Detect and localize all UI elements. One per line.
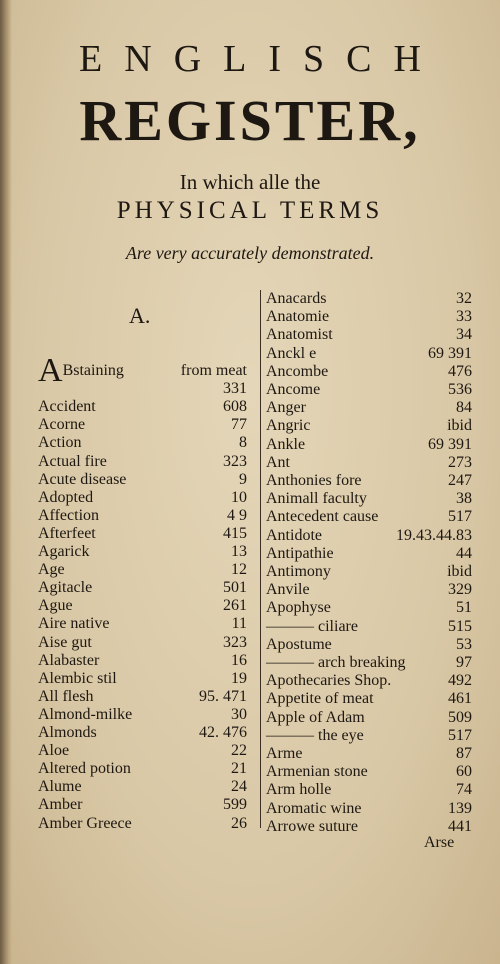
index-term-text: ——— the eye — [266, 726, 364, 744]
index-term-text: Bstaining — [62, 362, 124, 379]
index-term-text: Acorne — [38, 416, 86, 434]
index-term — [266, 709, 365, 727]
index-term-text: Ant — [266, 453, 290, 471]
subtitle-line-1: In which alle the — [179, 170, 321, 194]
index-term-text: Ancome — [266, 381, 321, 398]
index-term-text: All flesh — [38, 687, 94, 705]
index-term-text: Aire native — [38, 615, 110, 633]
index-term-text: Arrowe suture — [266, 817, 358, 835]
index-page-ref: 515 — [448, 617, 472, 635]
index-term-text: Ankle — [266, 435, 306, 453]
index-page-ref: 441 — [448, 817, 472, 835]
index-term-text: Actual fire — [38, 452, 107, 470]
index-term — [38, 706, 132, 724]
column-rule — [260, 290, 261, 828]
index-term-text: Anckl e — [266, 344, 317, 362]
index-term-text: Anatomist — [266, 326, 333, 344]
index-page-ref: 608 — [223, 398, 247, 416]
index-term — [38, 688, 94, 706]
index-term-text: Antecedent cause — [266, 508, 379, 526]
index-term — [266, 381, 320, 399]
index-term-text: Apostume — [266, 635, 332, 653]
index-page-ref: 8 — [239, 434, 247, 452]
index-term-text: Afterfeet — [38, 524, 96, 542]
index-term-text: Alume — [38, 778, 82, 796]
subtitle-line-2: PHYSICAL TERMS — [116, 197, 384, 224]
index-term — [266, 308, 329, 326]
index-term-text: Aromatic wine — [266, 799, 362, 817]
index-term-text: Acute disease — [38, 470, 127, 488]
index-term — [38, 543, 90, 561]
index-page-ref: 517 — [448, 726, 472, 744]
index-term-text: Action — [38, 434, 82, 452]
index-page-ref: 9 — [239, 470, 247, 488]
title-line-1: ENGLISCH — [79, 38, 443, 80]
index-page-ref: 69 391 — [428, 344, 472, 362]
index-term — [266, 363, 328, 381]
index-page-ref: 261 — [223, 597, 247, 615]
index-term-text: Ancombe — [266, 362, 329, 380]
index-term — [266, 490, 367, 508]
index-term-text: Animall faculty — [266, 490, 367, 508]
index-page-ref: 476 — [448, 362, 472, 380]
index-term — [38, 815, 132, 833]
index-term-text: Aise gut — [38, 633, 92, 651]
subtitle-line-3: Are very accurately demonstrated. — [125, 243, 375, 263]
index-term — [266, 417, 310, 435]
index-term-text: Anvile — [266, 581, 310, 599]
index-page-ref: ibid — [447, 563, 472, 580]
index-page-ref: 415 — [223, 524, 247, 542]
index-term — [266, 781, 331, 799]
section-letter: A. — [129, 303, 151, 328]
index-term-text: Adopted — [38, 488, 94, 506]
index-page-ref: 97 — [456, 654, 472, 671]
index-term — [266, 690, 374, 708]
index-term — [266, 436, 305, 454]
index-term — [38, 615, 110, 633]
index-term — [266, 508, 378, 526]
index-term-text: Armenian stone — [266, 763, 368, 781]
index-page-ref: 38 — [456, 490, 472, 508]
index-term — [38, 670, 117, 688]
index-page-ref: 16 — [231, 651, 247, 669]
index-term — [266, 818, 358, 836]
index-page-ref: 331 — [223, 380, 247, 398]
index-term-text: Amber — [38, 796, 83, 814]
index-page-ref: 74 — [456, 781, 472, 799]
index-page-ref: 461 — [448, 690, 472, 708]
index-term-text: Almonds — [38, 724, 97, 741]
index-term — [38, 507, 99, 525]
title-line-2: REGISTER, — [79, 88, 421, 153]
index-page-ref: 12 — [231, 561, 247, 579]
index-term — [266, 290, 326, 308]
index-term — [38, 724, 97, 742]
index-term — [266, 399, 306, 417]
index-page-ref: from meat — [180, 362, 247, 379]
index-page-ref: 22 — [231, 742, 247, 760]
index-term — [266, 326, 333, 344]
index-term — [266, 599, 331, 617]
index-term-text: ——— arch breaking — [266, 654, 406, 671]
index-term — [38, 796, 82, 814]
index-term — [266, 454, 290, 472]
index-term — [38, 525, 96, 543]
index-term — [266, 563, 331, 581]
index-term — [38, 434, 82, 452]
index-term — [38, 597, 73, 615]
index-page-ref: 323 — [223, 633, 247, 651]
index-term — [266, 527, 322, 545]
index-term — [266, 472, 362, 490]
index-term-text: Amber Greece — [38, 814, 132, 832]
index-page-ref: 32 — [456, 290, 472, 307]
index-term-text: Appetite of meat — [266, 690, 374, 708]
index-page-ref: 323 — [223, 452, 247, 470]
index-term-text: Altered potion — [38, 760, 131, 778]
index-page-ref: 139 — [448, 799, 472, 817]
index-term — [38, 634, 92, 652]
index-page-ref: 77 — [231, 416, 247, 434]
index-term — [266, 581, 310, 599]
index-term-text: Alabaster — [38, 651, 100, 669]
index-term — [38, 760, 131, 778]
index-term-text: Angric — [266, 417, 311, 435]
index-term — [266, 636, 332, 654]
index-term — [266, 654, 406, 672]
index-page-ref: 60 — [456, 763, 472, 781]
drop-capital: A — [38, 352, 63, 389]
index-page-ref: 536 — [448, 381, 472, 398]
index-page-ref: 69 391 — [428, 435, 472, 453]
index-term — [38, 561, 65, 579]
index-term-text: Antimony — [266, 563, 331, 580]
index-term-text: Antidote — [266, 526, 322, 544]
index-page-ref: 33 — [456, 308, 472, 326]
index-term-text: Alembic stil — [38, 669, 117, 687]
index-page-ref: 87 — [456, 745, 472, 762]
index-term — [38, 416, 85, 434]
index-term-text: Anthonies fore — [266, 472, 362, 489]
index-term — [38, 453, 107, 471]
index-term-text: Age — [38, 561, 65, 579]
index-term — [38, 742, 69, 760]
index-page-ref: 247 — [448, 472, 472, 489]
index-page-ref: 492 — [448, 672, 472, 690]
index-term-text: Apothecaries Shop. — [266, 672, 392, 690]
index-page-ref: 44 — [456, 544, 472, 562]
index-page-ref: 19.43.44.83 — [396, 526, 472, 544]
index-term — [38, 398, 96, 416]
index-term — [38, 652, 99, 670]
index-term — [266, 727, 364, 745]
catchword: Arse — [424, 834, 455, 851]
index-term — [266, 672, 391, 690]
index-term-text: Arm holle — [266, 781, 332, 799]
index-term — [38, 579, 92, 597]
index-page-ref: 51 — [456, 599, 472, 617]
index-term-text: Arme — [266, 745, 303, 762]
index-page-ref: 4 9 — [227, 506, 247, 524]
index-term — [38, 471, 126, 489]
index-page-ref: 11 — [231, 615, 247, 633]
index-page-ref: 24 — [231, 778, 247, 796]
index-page-ref: 42. 476 — [199, 724, 247, 741]
index-term — [266, 745, 302, 763]
index-page-ref: 13 — [231, 543, 247, 560]
index-term-text: Agarick — [38, 543, 90, 560]
index-term-text: Accident — [38, 398, 96, 416]
index-term-text: Anacards — [266, 290, 327, 307]
index-term-text: ——— ciliare — [266, 617, 358, 635]
index-term-text: Apophyse — [266, 599, 331, 617]
index-term-text: Aloe — [38, 742, 70, 760]
index-term-text: Ague — [38, 597, 73, 615]
index-term-text: Agitacle — [38, 579, 93, 597]
index-page-ref: 273 — [448, 453, 472, 471]
index-term — [38, 352, 124, 389]
index-page-ref: 509 — [448, 708, 472, 726]
index-term — [38, 778, 82, 796]
index-page-ref: 26 — [231, 814, 247, 832]
index-term — [266, 763, 368, 781]
index-page-ref: ibid — [447, 417, 472, 435]
index-page-ref: 34 — [456, 326, 472, 344]
index-page-ref: 21 — [231, 760, 247, 778]
index-page-ref: 53 — [456, 635, 472, 653]
index-term-text: Antipathie — [266, 544, 334, 562]
index-term — [266, 545, 334, 563]
index-term-text: Anger — [266, 399, 306, 417]
index-page-ref: 329 — [448, 581, 472, 599]
index-term — [266, 345, 316, 363]
index-term — [266, 800, 362, 818]
index-term — [38, 489, 93, 507]
index-page-ref: 517 — [448, 508, 472, 526]
index-page-ref: 501 — [223, 579, 247, 597]
index-term-text: Almond-milke — [38, 705, 133, 723]
index-page-ref: 599 — [223, 796, 247, 814]
index-page-ref: 84 — [456, 399, 472, 417]
index-term-text: Apple of Adam — [266, 708, 365, 726]
index-page-ref: 95. 471 — [199, 687, 247, 705]
index-page-ref: 10 — [231, 488, 247, 506]
index-term — [266, 618, 358, 636]
index-page-ref: 30 — [231, 705, 247, 723]
index-page-ref: 19 — [231, 669, 247, 687]
index-term-text: Anatomie — [266, 308, 330, 326]
index-term-text: Affection — [38, 506, 100, 524]
